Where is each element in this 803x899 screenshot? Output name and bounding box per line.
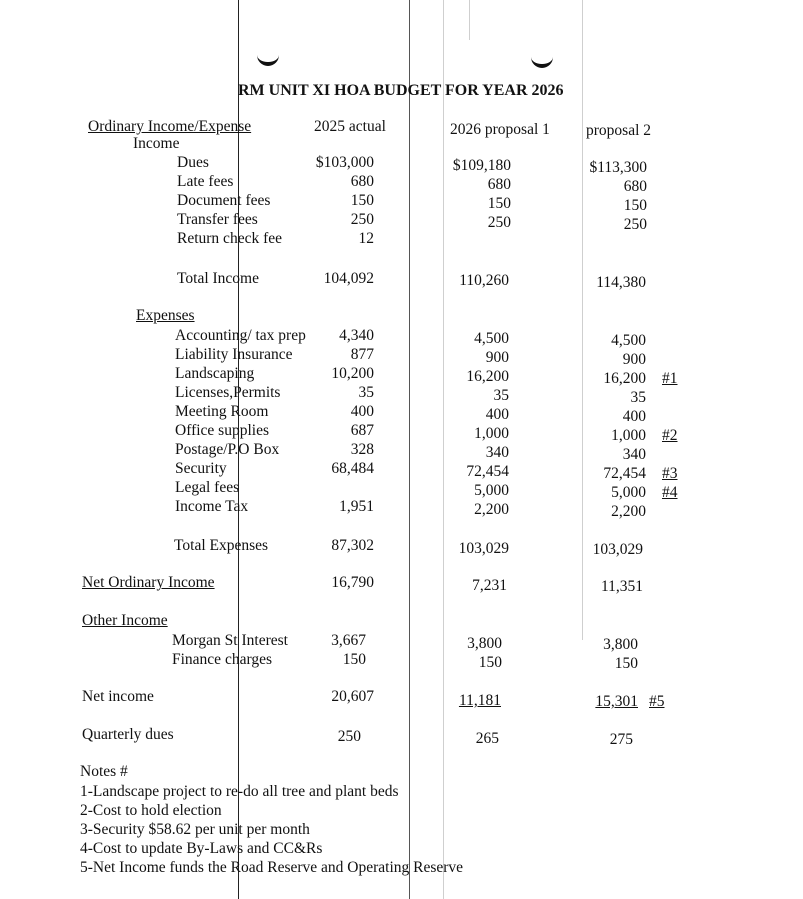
expense-row-c1: 4,340 <box>339 327 374 344</box>
income-row-c3: $113,300 <box>589 159 647 176</box>
income-row-c3: 150 <box>623 197 647 214</box>
income-row-c3: 680 <box>623 178 647 195</box>
expense-row-label: Meeting Room <box>175 403 269 420</box>
expense-row-c2: 16,200 <box>466 368 509 385</box>
quarterly-dues-label: Quarterly dues <box>82 726 174 743</box>
expense-row-label: Income Tax <box>175 498 249 515</box>
net-ordinary-c2: 7,231 <box>472 577 507 594</box>
section-header: Ordinary Income/Expense <box>88 118 252 135</box>
income-row-c2: 250 <box>487 214 511 231</box>
expense-row-c2: 400 <box>485 406 509 423</box>
other-income-row-c2: 3,800 <box>467 635 502 652</box>
quarterly-dues-c1: 250 <box>337 728 361 745</box>
total-expenses-label: Total Expenses <box>174 537 269 554</box>
net-income-c1: 20,607 <box>331 688 374 705</box>
expense-row-c1: 68,484 <box>331 460 374 477</box>
net-ordinary-c1: 16,790 <box>331 574 374 591</box>
income-label: Income <box>133 135 180 152</box>
expense-row-c1: 328 <box>350 441 374 458</box>
other-income-row-label: Finance charges <box>172 651 272 668</box>
scan-mark <box>257 54 279 66</box>
expense-row-c3: 16,200 <box>603 370 646 387</box>
total-expenses-c3: 103,029 <box>592 541 643 558</box>
income-row-c1: 250 <box>350 211 374 228</box>
expense-row-c2: 1,000 <box>474 425 509 442</box>
page-title: RM UNIT XI HOA BUDGET FOR YEAR 2026 <box>238 82 564 99</box>
expense-row-c1: 400 <box>350 403 374 420</box>
net-income-c2: 11,181 <box>458 692 501 709</box>
expense-row-c3: 1,000 <box>611 427 646 444</box>
expense-row-c3: 2,200 <box>611 503 646 520</box>
income-row-c2: 680 <box>487 176 511 193</box>
scan-line <box>469 0 470 40</box>
expense-row-c3: 340 <box>622 446 646 463</box>
note-item: 5-Net Income funds the Road Reserve and Operating Reserve <box>80 859 464 876</box>
income-row-c1: 12 <box>358 230 374 247</box>
income-row-c2: 150 <box>487 195 511 212</box>
total-income-label: Total Income <box>177 270 259 287</box>
net-income-c3: 15,301 <box>595 693 638 710</box>
expense-row-label: Licenses,Permits <box>175 384 281 401</box>
income-row-label: Dues <box>177 154 209 171</box>
income-row-label: Document fees <box>177 192 271 209</box>
income-row-c1: $103,000 <box>315 154 374 171</box>
expense-row-c2: 340 <box>485 444 509 461</box>
other-income-row-c1: 150 <box>342 651 366 668</box>
expense-row-c2: 35 <box>493 387 509 404</box>
net-ordinary-c3: 11,351 <box>600 578 643 595</box>
expense-row-note: #3 <box>662 465 678 482</box>
quarterly-dues-c2: 265 <box>475 730 499 747</box>
net-income-note: #5 <box>649 693 665 710</box>
expense-row-c3: 900 <box>622 351 646 368</box>
income-row-c2: $109,180 <box>452 157 511 174</box>
note-item: 4-Cost to update By-Laws and CC&Rs <box>80 840 323 857</box>
expense-row-label: Office supplies <box>175 422 269 439</box>
note-item: 2-Cost to hold election <box>80 802 222 819</box>
expense-row-label: Liability Insurance <box>175 346 293 363</box>
col-header-proposal1: 2026 proposal 1 <box>450 121 550 138</box>
total-expenses-c2: 103,029 <box>458 540 509 557</box>
expense-row-c1: 687 <box>350 422 374 439</box>
col-header-proposal2: proposal 2 <box>586 122 652 139</box>
expense-row-label: Legal fees <box>175 479 240 496</box>
income-row-label: Return check fee <box>177 230 282 247</box>
total-income-c1: 104,092 <box>323 270 374 287</box>
note-item: 1-Landscape project to re-do all tree and plant beds <box>80 783 399 800</box>
expense-row-note: #2 <box>662 427 678 444</box>
income-row-label: Late fees <box>177 173 234 190</box>
scan-line <box>443 0 444 899</box>
expense-row-note: #1 <box>662 370 678 387</box>
expense-row-c1: 1,951 <box>339 498 374 515</box>
income-row-c1: 150 <box>350 192 374 209</box>
net-income-label: Net income <box>82 688 154 705</box>
expense-row-c3: 4,500 <box>611 332 646 349</box>
note-item: 3-Security $58.62 per unit per month <box>80 821 310 838</box>
net-ordinary-label: Net Ordinary Income <box>82 574 215 591</box>
expense-row-c2: 72,454 <box>466 463 509 480</box>
expense-row-c3: 400 <box>622 408 646 425</box>
expense-row-c2: 5,000 <box>474 482 509 499</box>
expense-row-c1: 877 <box>350 346 374 363</box>
expense-row-c3: 5,000 <box>611 484 646 501</box>
total-income-c3: 114,380 <box>596 274 646 291</box>
expense-row-label: Landscaping <box>175 365 255 382</box>
income-row-c3: 250 <box>623 216 647 233</box>
expense-row-label: Security <box>175 460 227 477</box>
scan-line <box>409 0 410 899</box>
other-income-row-c3: 3,800 <box>603 636 638 653</box>
expense-row-c2: 900 <box>485 349 509 366</box>
total-income-c2: 110,260 <box>459 272 509 289</box>
expenses-label: Expenses <box>136 307 195 324</box>
expense-row-label: Postage/P.O Box <box>175 441 280 458</box>
quarterly-dues-c3: 275 <box>609 731 633 748</box>
expense-row-c2: 2,200 <box>474 501 509 518</box>
expense-row-c3: 72,454 <box>603 465 646 482</box>
income-row-label: Transfer fees <box>177 211 258 228</box>
total-expenses-c1: 87,302 <box>331 537 374 554</box>
other-income-label: Other Income <box>82 612 168 629</box>
scan-mark <box>531 56 553 68</box>
other-income-row-label: Morgan St Interest <box>172 632 288 649</box>
expense-row-c1: 10,200 <box>331 365 374 382</box>
other-income-row-c3: 150 <box>614 655 638 672</box>
expense-row-c2: 4,500 <box>474 330 509 347</box>
expense-row-c1: 35 <box>358 384 374 401</box>
notes-heading: Notes # <box>80 763 128 780</box>
income-row-c1: 680 <box>350 173 374 190</box>
expense-row-label: Accounting/ tax prep <box>175 327 306 344</box>
col-header-2025: 2025 actual <box>314 118 386 135</box>
other-income-row-c2: 150 <box>478 654 502 671</box>
other-income-row-c1: 3,667 <box>331 632 366 649</box>
scan-line <box>582 0 583 640</box>
expense-row-note: #4 <box>662 484 678 501</box>
expense-row-c3: 35 <box>630 389 646 406</box>
